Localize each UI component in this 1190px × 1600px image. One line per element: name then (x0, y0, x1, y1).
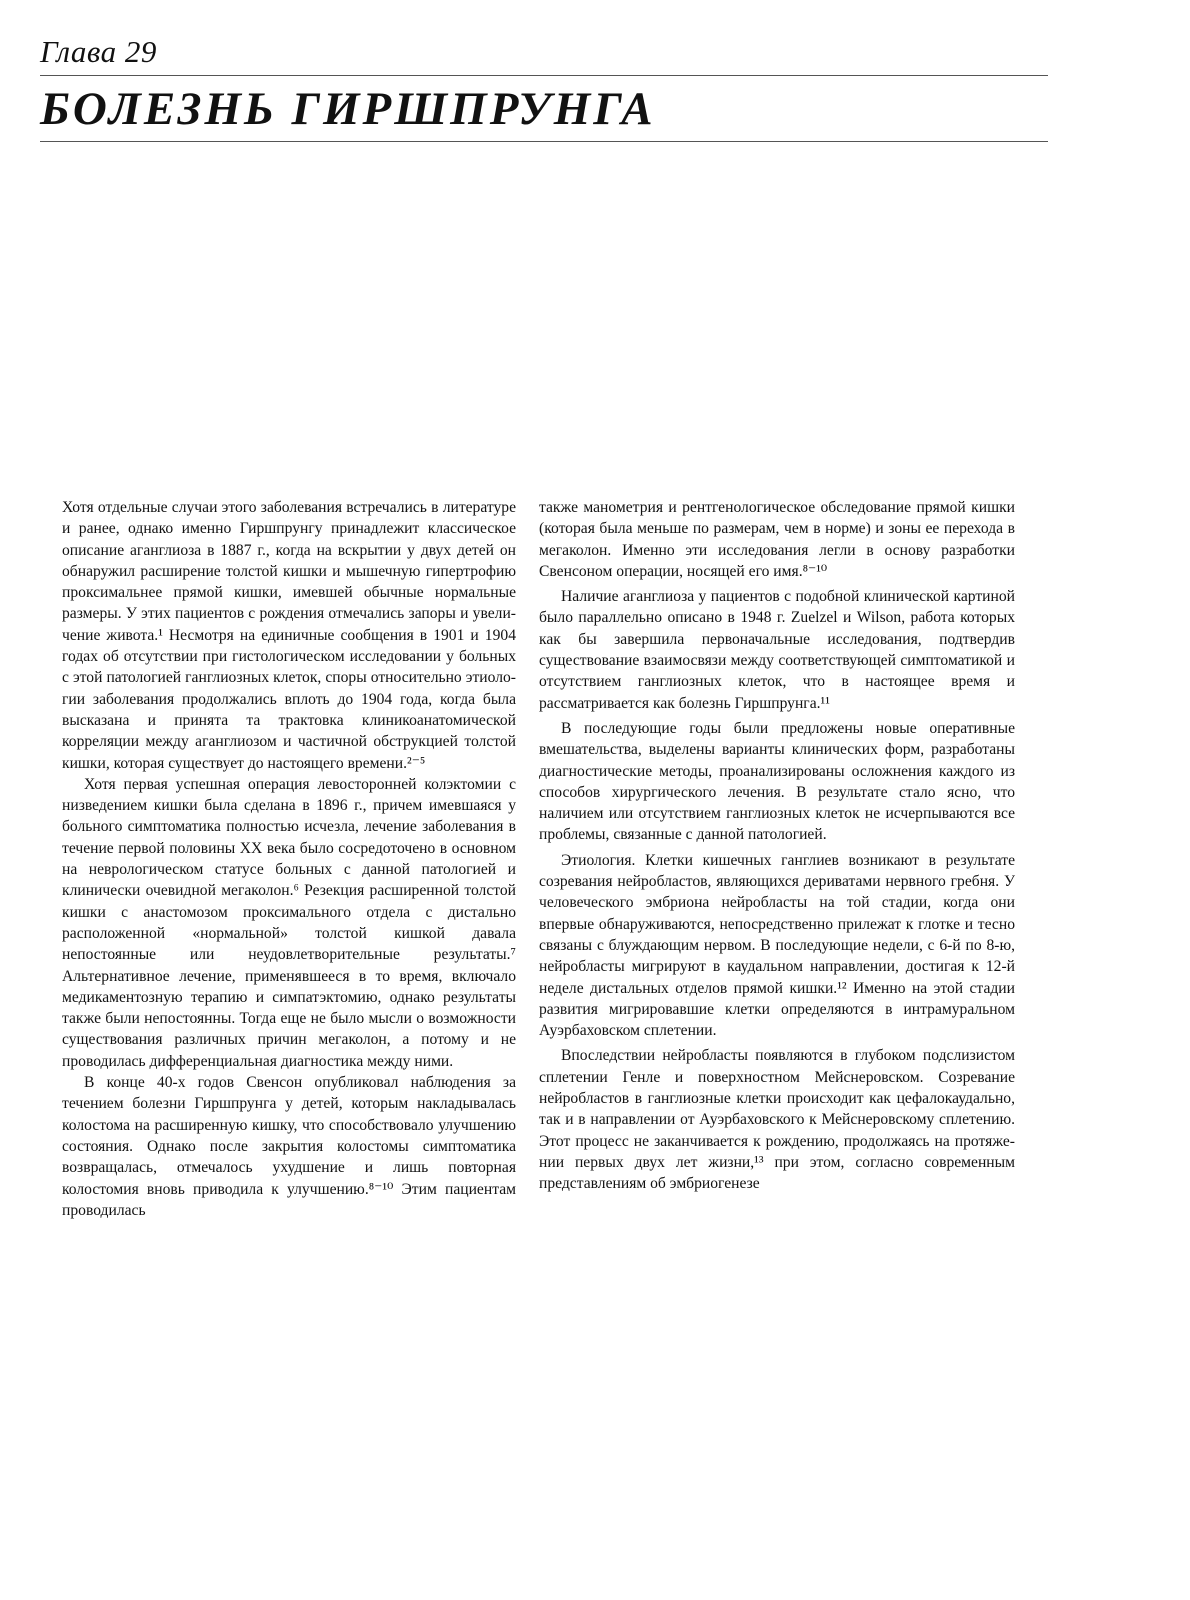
paragraph: Хотя первая успешная операция левосторонней колэктомии с низведением кишки была сделана в 1896 г., причем имевшаяся у больного симптоматика полностью исчезла, лечение заболевания в течение первой половины XX века было сосредоточено в основном на неврологическом статусе больных с данной патологией и клинически очевидной мегаколон.⁶ Резекция расширенной толстой кишки с анастомозом проксимального отдела с дистально расположенной «нормальной» толстой кишкой давала непостоянные или неудовлетворительные результаты.⁷ Альтернативное лечение, применявшееся в то время, включало медикаментозную терапию и симпатэктомию, однако результаты также были непостоянны. Тогда еще не было мысли о возможности существования различных причин мегаколон, а потому и не проводилась дифференциальная диагностика между ними. (62, 775, 516, 1070)
paragraph: В конце 40-х годов Свенсон опубликовал наблюдения за течением болезни Гиршпрунга у детей, которым накладывалась колостома на расширенную кишку, что способствовало улучшению состояния. Однако после закрытия колостомы симптоматика возвращалась, отмечалось ухудшение и лишь повторная колостомия вновь приводила к улучшению.⁸⁻¹⁰ Этим пациентам проводилась (62, 1074, 516, 1219)
paragraph: В последующие годы были предложены новые оперативные вмешательства, выделены варианты клинических форм, разработаны диагностические методы, проанализированы осложнения каждого из способов хирургического лечения. В результате стало ясно, что наличием или отсутствием ганглиозных клеток не исчерпываются все проблемы, связанные с данной патологией. (539, 719, 1015, 844)
right-text-column (539, 497, 1015, 1195)
paragraph: Наличие аганглиоза у пациентов с подобной клинической картиной было параллельно описано в 1948 г. Zuelzel и Wilson, работа которых как бы завершила первоначальные исследования, подтвердив существование взаимосвязи между соответствующей симптоматикой и отсутствием ганглиозных клеток, что в настоящее время и рассматривается как болезнь Гиршпрунга.¹¹ (539, 588, 1015, 712)
header-rule-bottom (40, 141, 1048, 142)
header-rule-top (40, 75, 1048, 76)
paragraph: также манометрия и рентгенологическое обследование прямой кишки (которая была меньше по размерам, чем в норме) и зоны ее перехода в мегаколон. Именно эти исследования легли в основу разработки Свенсоном операции, носящей его имя.⁸⁻¹⁰ (539, 499, 1015, 580)
paragraph: Впоследствии нейробласты появляются в глубоком подслизистом сплетении Генле и поверхностном Мейснеровском. Созревание нейробластов в ганглиозные клетки происходит как цефалокаудально, так и в направлении от Ауэрбаховского к Мейснеровскому сплетению. Этот процесс не заканчивается к рождению, продолжаясь на протяжении первых двух лет жизни,¹³ при этом, согласно современным представлениям об эмбриогенезе (539, 1047, 1015, 1193)
chapter-title: БОЛЕЗНЬ ГИРШПРУНГА (40, 83, 656, 135)
paragraph: Этиология. Клетки кишечных ганглиев возникают в результате созревания нейробластов, являющихся дериватами нервного гребня. У человеческого эмбриона нейробласты на той стадии, когда они впервые обнаруживаются, непосредственно прилежат к глотке и тесно связаны с блуждающим нервом. В последующие недели, с 6-й по 8-ю, нейробласты мигрируют в каудальном направлении, достигая к 12-й неделе дистальных отделов прямой кишки.¹² Именно на этой стадии развития мигрировавшие клетки определяются в интрамуральном Ауэрбаховском сплетении. (539, 851, 1015, 1040)
chapter-number: Глава 29 (40, 34, 157, 69)
left-text-column (62, 497, 516, 1221)
paragraph: Хотя отдельные случаи этого заболевания встречались в литературе и ранее, однако именно Гиршпрунгу принадлежит классическое описание аганглиоза в 1887 г., когда на вскрытии у двух детей он обнаружил расширение толстой кишки и мышечную гипертрофию проксимальнее прямой кишки, имевшей обычные нормальные размеры. У этих пациентов с рождения отмечались запоры и увеличение живота.¹ Несмотря на единичные сообщения в 1901 и 1904 годах об отсутствии при гистологическом исследовании у больных с этой патологией ганглиозных клеток, споры относительно этиологии заболевания продолжались вплоть до 1904 года, когда была высказана и принята та трактовка клиникоанатомической корреляции между аганглиозом и частичной обструкцией толстой кишки, которая существует до настоящего времени.²⁻⁵ (62, 499, 516, 772)
